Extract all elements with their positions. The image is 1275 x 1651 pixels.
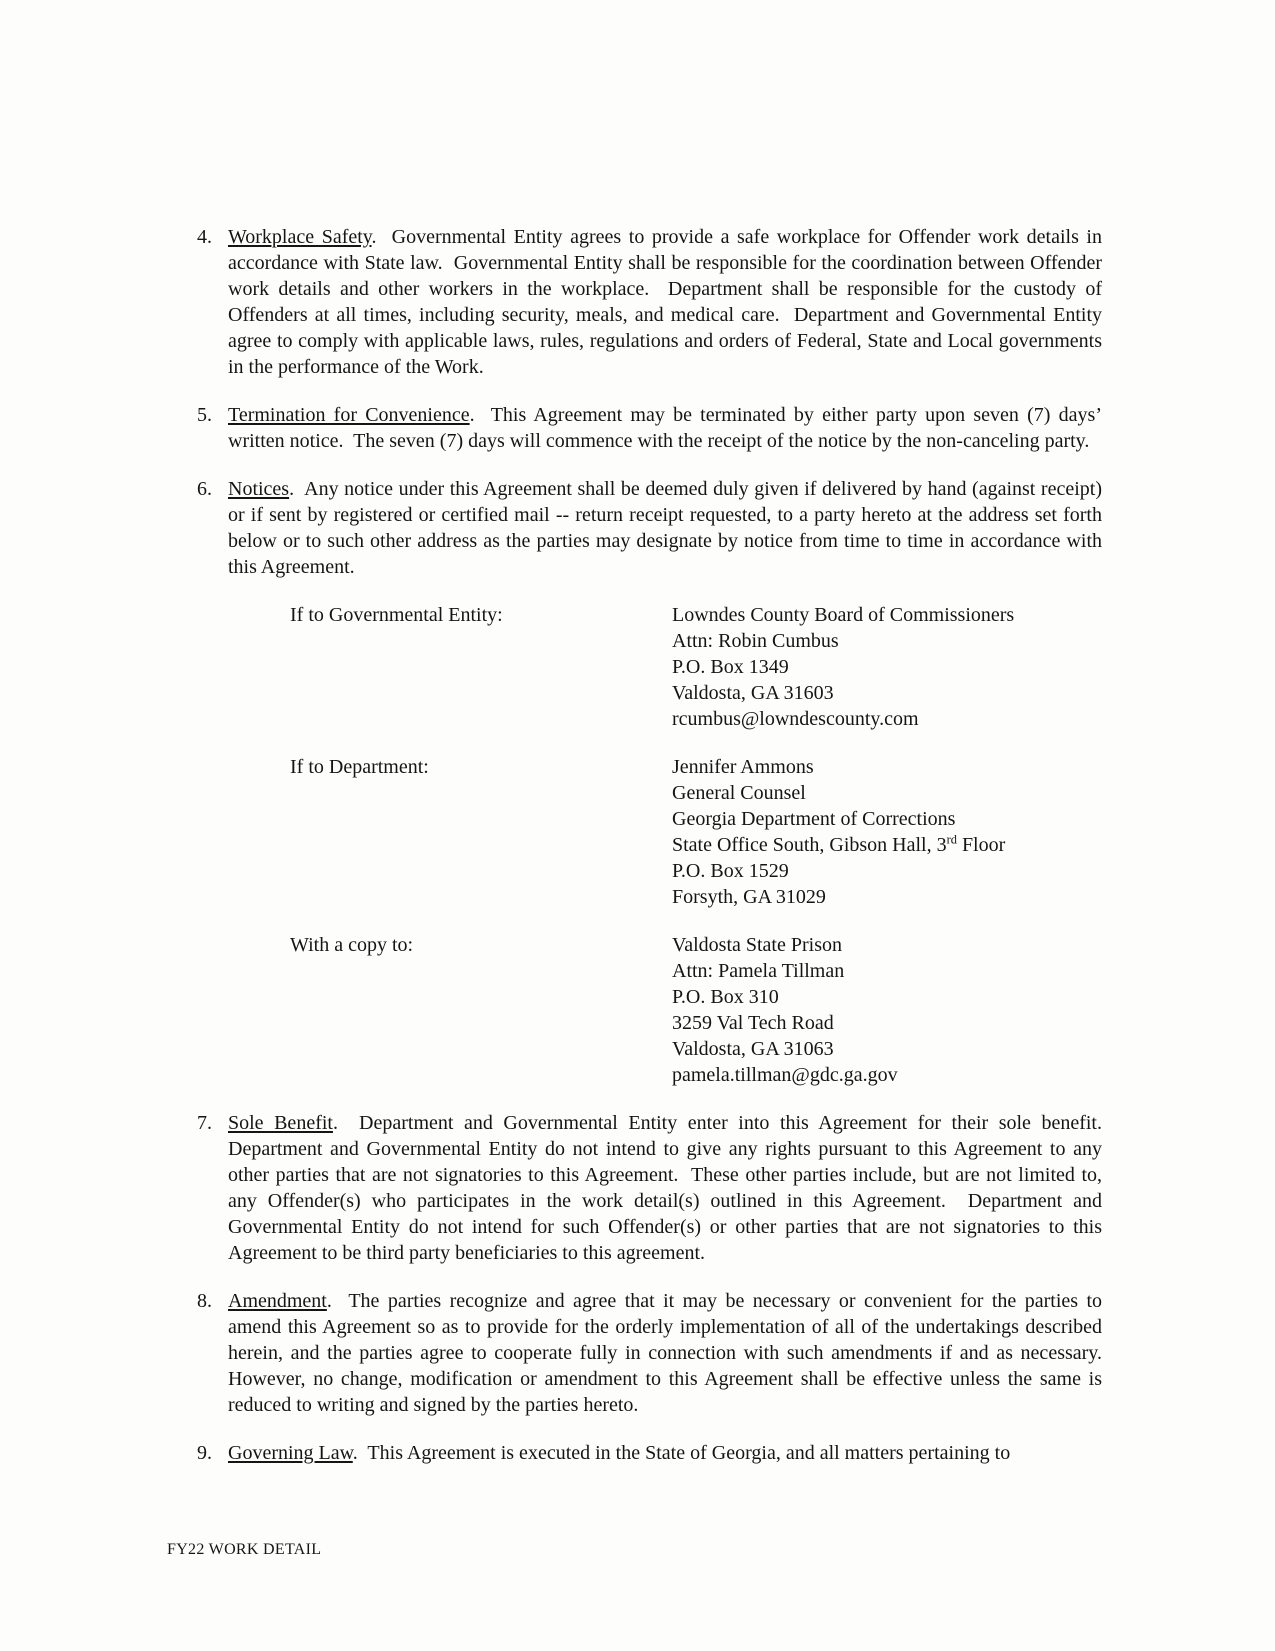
section-body-text: . This Agreement is executed in the State of Georgia, and all matters pertaining to <box>352 1442 1011 1464</box>
section-notices <box>197 476 1107 580</box>
notice-address <box>672 932 1102 1088</box>
section-number: 8. <box>197 1290 212 1312</box>
section-title: Termination for Convenience <box>228 404 470 426</box>
section-termination-for-convenience <box>197 402 1107 454</box>
notice-line: Lowndes County Board of Commissioners <box>672 604 1015 626</box>
page-footer-text: FY22 WORK DETAIL <box>167 1541 322 1558</box>
notice-line: General Counsel <box>672 782 806 804</box>
notice-line: Attn: Pamela Tillman <box>672 960 845 982</box>
section-paragraph <box>228 402 1107 454</box>
section-workplace-safety <box>197 224 1107 380</box>
notice-line: P.O. Box 1349 <box>672 656 789 678</box>
section-number: 9. <box>197 1442 212 1464</box>
notice-line: Forsyth, GA 31029 <box>672 886 826 908</box>
section-body-text: . The parties recognize and agree that it may be necessary or convenient for the parties to amend this Agreement so as to provide for the orderly implementation of all of the undertakings described herein, and the parties agree to cooperate fully in connection with such amendments if and as necessary. However, no change, modification or amendment to this Agreement shall be effective unless the same is reduced to writing and signed by the parties hereto. <box>228 1290 1112 1416</box>
section-title: Notices <box>228 478 290 500</box>
notice-line: 3259 Val Tech Road <box>672 1012 834 1034</box>
notice-line: Jennifer Ammons <box>672 756 814 778</box>
notice-line: Attn: Robin Cumbus <box>672 630 839 652</box>
section-number: 4. <box>197 226 212 248</box>
notice-address <box>672 754 1102 910</box>
notice-line: Valdosta State Prison <box>672 934 842 956</box>
section-body-text: . This Agreement may be terminated by either party upon seven (7) days’ written notice. The seven (7) days will commence with the receipt of the notice by the non-canceling party. <box>228 404 1107 452</box>
section-number: 6. <box>197 478 212 500</box>
notice-line-email: rcumbus@lowndescounty.com <box>672 708 919 730</box>
notice-line: P.O. Box 1529 <box>672 860 789 882</box>
notice-line: P.O. Box 310 <box>672 986 779 1008</box>
notice-line: Valdosta, GA 31603 <box>672 682 834 704</box>
document-body <box>197 224 1112 1488</box>
section-paragraph <box>228 1288 1112 1418</box>
section-number: 5. <box>197 404 212 426</box>
section-body-text: . Governmental Entity agrees to provide a safe workplace for Offender work details in accordance with State law. Governmental Entity shall be responsible for the coordination between Offender work details and other workers in the workplace. Department shall be responsible for the custody of Offenders at all times, including security, meals, and medical care. Department and Governmental Entity agree to comply with applicable laws, rules, regulations and orders of Federal, State and Local governments in the performance of the Work. <box>228 226 1107 378</box>
notice-contact-copy-to <box>290 932 1102 1088</box>
notice-label: If to Department: <box>290 756 429 778</box>
notice-line: Georgia Department of Corrections <box>672 808 956 830</box>
section-paragraph <box>228 224 1107 380</box>
notice-address <box>672 602 1102 732</box>
section-paragraph <box>228 476 1107 580</box>
section-number: 7. <box>197 1112 212 1134</box>
notice-label: If to Governmental Entity: <box>290 604 503 626</box>
section-title: Workplace Safety <box>228 226 372 248</box>
section-sole-benefit <box>197 1110 1112 1266</box>
notice-contact-governmental-entity <box>290 602 1102 732</box>
notice-line: Valdosta, GA 31063 <box>672 1038 834 1060</box>
section-body-text: . Department and Governmental Entity enter into this Agreement for their sole benefit. Department and Governmental Entity do not intend to give any rights pursuant to this Agreement to any other parties that are not signatories to this Agreement. These other parties include, but are not limited to, any Offender(s) who participates in the work detail(s) outlined in this Agreement. Department and Governmental Entity do not intend for such Offender(s) or other parties that are not signatories to this Agreement to be third party beneficiaries to this agreement. <box>228 1112 1112 1264</box>
section-governing-law <box>197 1440 1102 1466</box>
notice-line: State Office South, Gibson Hall, 3rd Floor <box>672 832 1006 856</box>
notice-line-email: pamela.tillman@gdc.ga.gov <box>672 1064 898 1086</box>
section-title: Amendment <box>228 1290 327 1312</box>
section-title: Sole Benefit <box>228 1112 333 1134</box>
section-title: Governing Law <box>228 1442 353 1464</box>
section-paragraph <box>228 1110 1112 1266</box>
section-paragraph <box>228 1440 1102 1466</box>
notice-label: With a copy to: <box>290 934 414 956</box>
notice-contact-department <box>290 754 1102 910</box>
section-amendment <box>197 1288 1112 1418</box>
section-body-text: . Any notice under this Agreement shall be deemed duly given if delivered by hand (against receipt) or if sent by registered or certified mail -- return receipt requested, to a party hereto at the address set forth below or to such other address as the parties may designate by notice from time to time in accordance with this Agreement. <box>228 478 1107 578</box>
